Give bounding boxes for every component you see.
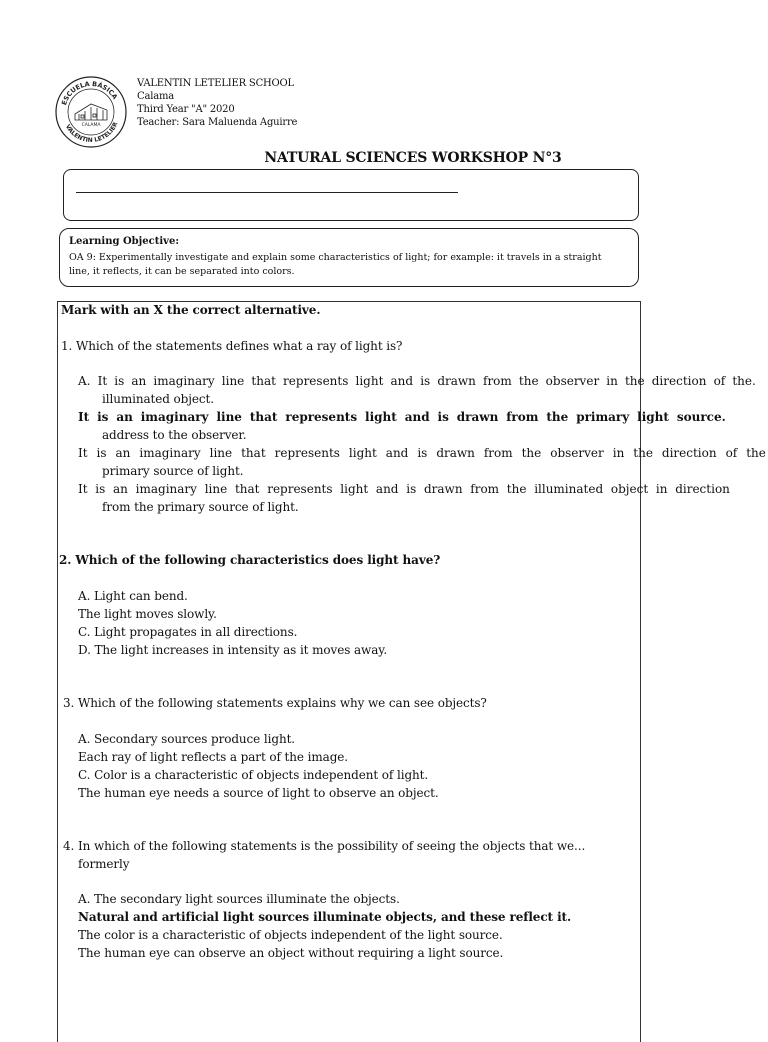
q2-question: 2. Which of the following characteristics does light have? — [59, 553, 441, 567]
q4-question: 4. In which of the following statements is the possibility of seeing the objects that we... — [63, 839, 586, 853]
school-city: Calama — [137, 91, 175, 102]
q2-option-a[interactable]: A. Light can bend. — [78, 589, 188, 603]
q3-option-d[interactable]: The human eye needs a source of light to observe an object. — [78, 786, 439, 800]
q4-option-b[interactable]: Natural and artificial light sources illuminate objects, and these reflect it. — [78, 910, 572, 924]
school-building-icon — [75, 104, 107, 120]
q1-option-c-cont: primary source of light. — [102, 464, 244, 478]
q4-option-a[interactable]: A. The secondary light sources illuminate the objects. — [78, 892, 400, 906]
q2-option-c[interactable]: C. Light propagates in all directions. — [78, 625, 298, 639]
q2-option-b[interactable]: The light moves slowly. — [78, 607, 217, 621]
student-name-line[interactable] — [76, 192, 458, 193]
q1-option-b-cont: address to the observer. — [102, 428, 247, 442]
instructions: Mark with an X the correct alternative. — [61, 303, 321, 317]
learning-objective-heading: Learning Objective: — [69, 236, 180, 247]
worksheet-title: NATURAL SCIENCES WORKSHOP N°3 — [264, 150, 562, 166]
q3-option-a[interactable]: A. Secondary sources produce light. — [78, 732, 296, 746]
q1-option-a-cont: illuminated object. — [102, 392, 214, 406]
logo-bottom-text: VALENTIN LETELIER — [63, 121, 120, 145]
logo-inner-text: CALAMA — [81, 123, 101, 128]
q1-option-a[interactable]: A. It is an imaginary line that represents light and is drawn from the observer in the direction of the. — [78, 374, 756, 388]
q4-question-cont: formerly — [78, 857, 130, 871]
school-name: VALENTIN LETELIER SCHOOL — [137, 78, 294, 89]
logo-top-text: ESCUELA BÁSICA — [60, 79, 120, 107]
q1-question: 1. Which of the statements defines what a ray of light is? — [61, 339, 403, 353]
student-name-box — [63, 169, 639, 221]
q1-option-b[interactable]: It is an imaginary line that represents light and is drawn from the primary light source. — [78, 410, 726, 424]
q2-option-d[interactable]: D. The light increases in intensity as it moves away. — [78, 643, 388, 657]
q4-option-d[interactable]: The human eye can observe an object without requiring a light source. — [78, 946, 504, 960]
q3-option-c[interactable]: C. Color is a characteristic of objects independent of light. — [78, 768, 429, 782]
course-year: Third Year "A" 2020 — [137, 104, 235, 115]
q1-option-d[interactable]: It is an imaginary line that represents light and is drawn from the illuminated object in direction — [78, 482, 730, 496]
q1-option-c[interactable]: It is an imaginary line that represents light and is drawn from the observer in the direction of the — [78, 446, 766, 460]
q3-option-b[interactable]: Each ray of light reflects a part of the image. — [78, 750, 348, 764]
teacher-name: Teacher: Sara Maluenda Aguirre — [137, 117, 298, 128]
q3-question: 3. Which of the following statements explains why we can see objects? — [63, 696, 487, 710]
svg-text:ESCUELA BÁSICA — [60, 80, 119, 106]
school-seal-logo — [55, 76, 127, 148]
q4-option-c[interactable]: The color is a characteristic of objects independent of the light source. — [78, 928, 503, 942]
q1-option-d-cont: from the primary source of light. — [102, 500, 299, 514]
learning-objective-text: OA 9: Experimentally investigate and explain some characteristics of light; for example: it travels in a straight line, it reflects, it can be separated into colors. — [69, 252, 602, 277]
